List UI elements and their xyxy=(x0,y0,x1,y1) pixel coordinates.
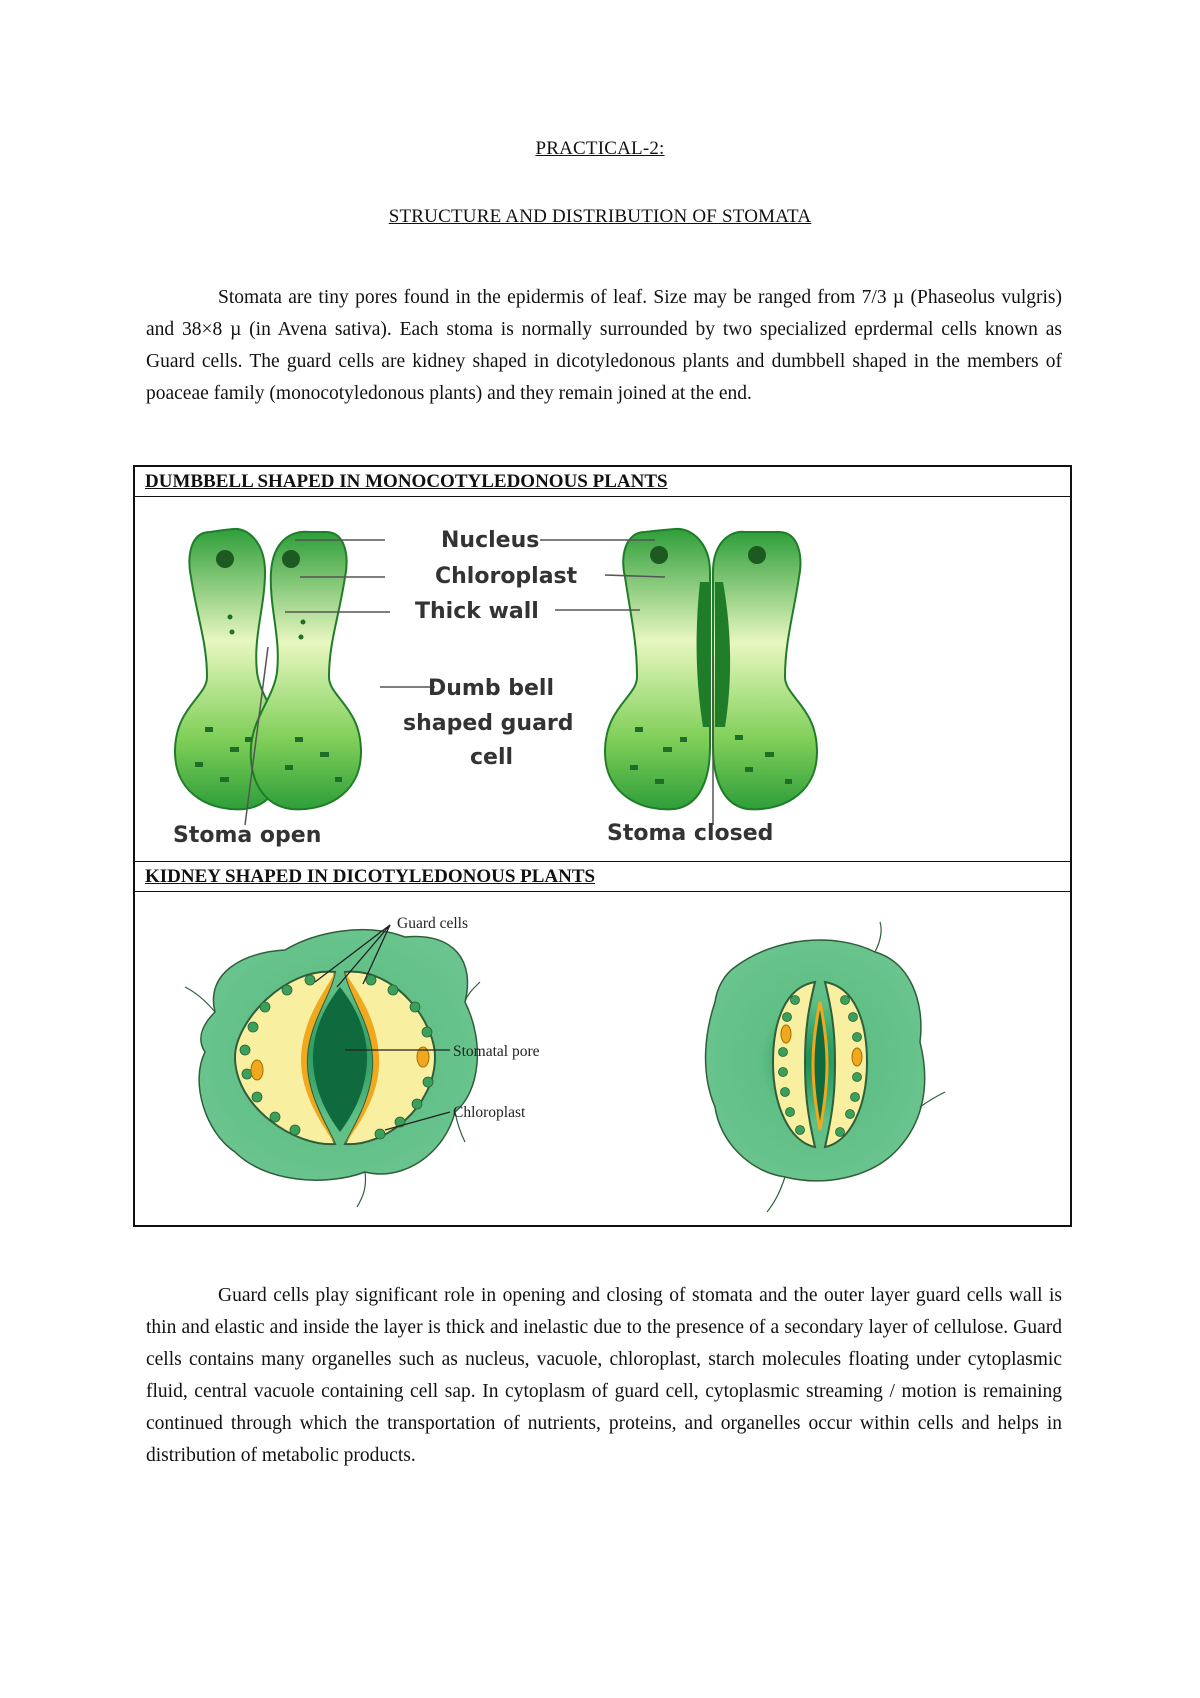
dumbbell-figure xyxy=(135,497,1070,860)
practical-title: PRACTICAL-2: xyxy=(535,138,665,159)
kidney-cell xyxy=(135,892,1070,1225)
dumbbell-cell xyxy=(135,497,1070,862)
closing-text: Guard cells play significant role in opening and closing of stomata and the outer layer guard cells wall is thin and elastic and inside the layer is thick and inelastic due to the presence of a secondary layer of cellulose. Guard cells contains many organelles such as nucleus, vacuole, chloroplast, starch molecules floating under cytoplasmic fluid, central vacuole containing cell sap. In cytoplasm of guard cell, cytoplasmic streaming / motion is remaining continued through which the transportation of nutrients, proteins, and organelles occur within cells and helps in distribution of metabolic products. xyxy=(146,1285,1062,1466)
closed-left-guard-cell xyxy=(605,529,710,810)
label-chloroplast-k: Chloroplast xyxy=(453,1104,526,1121)
label-nucleus: Nucleus xyxy=(441,528,540,553)
mono-header: DUMBBELL SHAPED IN MONOCOTYLEDONOUS PLANTS xyxy=(145,471,668,492)
intro-paragraph xyxy=(146,282,1062,410)
figure-table xyxy=(133,465,1072,1227)
closing-paragraph xyxy=(146,1280,1062,1472)
label-dumbbell-2: shaped guard xyxy=(403,711,574,736)
dicot-header-row xyxy=(135,862,1070,892)
intro-text: Stomata are tiny pores found in the epidermis of leaf. Size may be ranged from 7/3 µ (Phaseolus vulgris) and 38×8 µ (in Avena sativa). Each stoma is normally surrounded by two specialized eprdermal cells known as Guard cells. The guard cells are kidney shaped in dicotyledonous plants and dumbbell shaped in the members of poaceae family (monocotyledonous plants) and they remain joined at the end. xyxy=(146,287,1062,404)
label-guard-cells: Guard cells xyxy=(397,915,469,932)
open-right-guard-cell xyxy=(251,532,361,810)
label-dumbbell-3: cell xyxy=(470,745,514,770)
open-left-nucleus xyxy=(216,550,234,568)
label-dumbbell-1: Dumb bell xyxy=(428,676,555,701)
label-stoma-closed: Stoma closed xyxy=(607,821,774,846)
open-left-nucleus-k xyxy=(251,1060,263,1080)
closed-left-nucleus-k xyxy=(781,1025,791,1043)
label-stomatal-pore: Stomatal pore xyxy=(453,1043,540,1060)
label-chloroplast: Chloroplast xyxy=(435,564,578,589)
closed-right-nucleus-k xyxy=(852,1048,862,1066)
open-right-nucleus xyxy=(282,550,300,568)
mono-header-row xyxy=(135,467,1070,497)
main-title: STRUCTURE AND DISTRIBUTION OF STOMATA xyxy=(388,206,812,227)
kidney-figure xyxy=(135,892,1070,1225)
label-stoma-open: Stoma open xyxy=(173,823,322,848)
closed-right-nucleus xyxy=(748,546,766,564)
label-thick-wall: Thick wall xyxy=(415,599,539,624)
closed-left-nucleus xyxy=(650,546,668,564)
dicot-header: KIDNEY SHAPED IN DICOTYLEDONOUS PLANTS xyxy=(145,866,596,887)
